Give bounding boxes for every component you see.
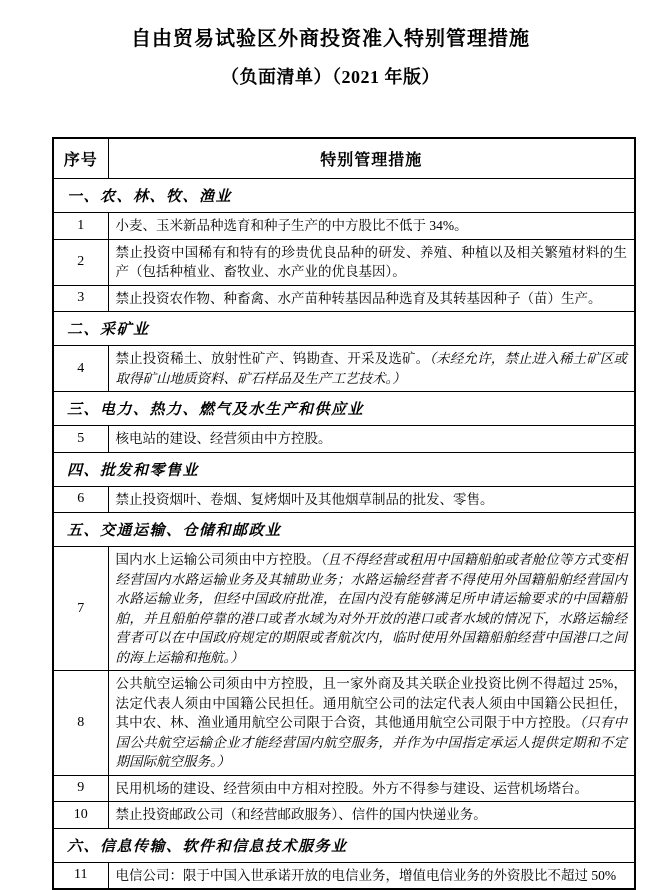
table-row: [53, 285, 635, 312]
section-label: 四、批发和零售业: [53, 452, 635, 486]
column-header-measures: 特别管理措施: [108, 138, 635, 179]
section-row: [53, 828, 635, 862]
section-label: 六、信息传输、软件和信息技术服务业: [53, 828, 635, 862]
row-number-cell: 1: [53, 213, 108, 240]
measure-cell: [108, 802, 635, 829]
measure-cell: [108, 285, 635, 312]
table-header: [53, 138, 635, 179]
section-label: 五、交通运输、仓储和邮政业: [53, 513, 635, 547]
row-number-cell: 2: [53, 239, 108, 285]
row-number-cell: 11: [53, 862, 108, 889]
measure-remark-text: （未经允许，禁止进入稀土矿区或取得矿山地质资料、矿石样品及生产工艺技术。）: [115, 351, 628, 386]
measure-remark-text: （只有中国公共航空运输企业才能经营国内航空服务，并作为中国指定承运人提供定期和不定期国际航空服务。）: [115, 715, 628, 769]
measure-cell: [108, 862, 635, 889]
measure-text: 禁止投资农作物、种畜禽、水产苗种转基因品种选育及其转基因种子（苗）生产。: [115, 290, 602, 306]
measure-text: 小麦、玉米新品种选育和种子生产的中方股比不低于 34%。: [115, 218, 468, 233]
section-label: 一、农、林、牧、渔业: [53, 179, 635, 213]
section-row: [53, 513, 635, 547]
measure-remark-text: （且不得经营或租用中国籍船舶或者舱位等方式变相经营国内水路运输业务及其辅助业务；水路运输经营者不得使用外国籍船舶经营国内水路运输业务，但经中国政府批准，在国内没有能够满足所申请运输要求的中国籍船舶，并且船舶停靠的港口或者水域为对外开放的港口或者水域的情况下，水路运输经营者可以在中国政府规定的期限或者航次内，临时使用外国籍船舶经营中国港口之间的海上运输和拖航。）: [115, 552, 628, 665]
measure-cell: [108, 213, 635, 240]
column-header-serial-number: 序号: [53, 138, 108, 179]
section-label: 三、电力、热力、燃气及水生产和供应业: [53, 392, 635, 426]
measure-cell: [108, 775, 635, 802]
measure-text: 电信公司：限于中国入世承诺开放的电信业务，增值电信业务的外资股比不超过 50%: [115, 867, 617, 883]
row-number-cell: 10: [53, 802, 108, 829]
row-number-cell: 9: [53, 775, 108, 802]
row-number-cell: 8: [53, 671, 108, 776]
measure-cell: [108, 426, 635, 453]
table-row: [53, 486, 635, 513]
document-subtitle: （负面清单）（2021 年版）: [221, 67, 440, 87]
table-row: [53, 547, 635, 671]
section-label: 二、采矿业: [53, 312, 635, 346]
measure-text: 民用机场的建设、经营须由中方相对控股。外方不得参与建设、运营机场塔台。: [115, 780, 588, 796]
measure-cell: [108, 486, 635, 513]
measure-text: 禁止投资中国稀有和特有的珍贵优良品种的研发、养殖、种植以及相关繁殖材料的生产（包括种植业、畜牧业、水产业的优良基因）。: [115, 244, 627, 279]
measure-text: 禁止投资烟叶、卷烟、复烤烟叶及其他烟草制品的批发、零售。: [115, 491, 494, 507]
table-row: [53, 239, 635, 285]
table-row: [53, 346, 635, 392]
measure-text: 公共航空运输公司须由中方控股，且一家外商及其关联企业投资比例不得超过 25%，法定代表人须由中国籍公民担任。通用航空公司的法定代表人须由中国籍公民担任，其中农、林、渔业通用航空公司限于合资，其他通用航空公司限于中方控股。: [115, 676, 627, 730]
table-row: [53, 802, 635, 829]
measure-text: 禁止投资邮政公司（和经营邮政服务）、信件的国内快递业务。: [115, 807, 487, 822]
row-number-cell: 6: [53, 486, 108, 513]
row-number-cell: 3: [53, 285, 108, 312]
negative-list-table: [52, 137, 636, 890]
measure-cell: [108, 346, 635, 392]
row-number-cell: 7: [53, 547, 108, 671]
table-row: [53, 775, 635, 802]
section-row: [53, 452, 635, 486]
measure-cell: [108, 547, 635, 671]
row-number-cell: 4: [53, 346, 108, 392]
measure-text: 核电站的建设、经营须由中方控股。: [115, 431, 332, 446]
section-row: [53, 392, 635, 426]
document-title: 自由贸易试验区外商投资准入特别管理措施: [131, 28, 530, 50]
section-row: [53, 312, 635, 346]
table-row: [53, 213, 635, 240]
table-row: [53, 862, 635, 889]
measure-text: 国内水上运输公司须由中方控股。: [115, 552, 321, 567]
measure-cell: [108, 671, 635, 776]
measure-cell: [108, 239, 635, 285]
measure-text: 禁止投资稀土、放射性矿产、钨勘查、开采及选矿。: [115, 351, 430, 366]
table-header-row: [53, 138, 635, 179]
section-row: [53, 179, 635, 213]
table-row: [53, 671, 635, 776]
table-body: [53, 179, 635, 890]
table-row: [53, 426, 635, 453]
row-number-cell: 5: [53, 426, 108, 453]
